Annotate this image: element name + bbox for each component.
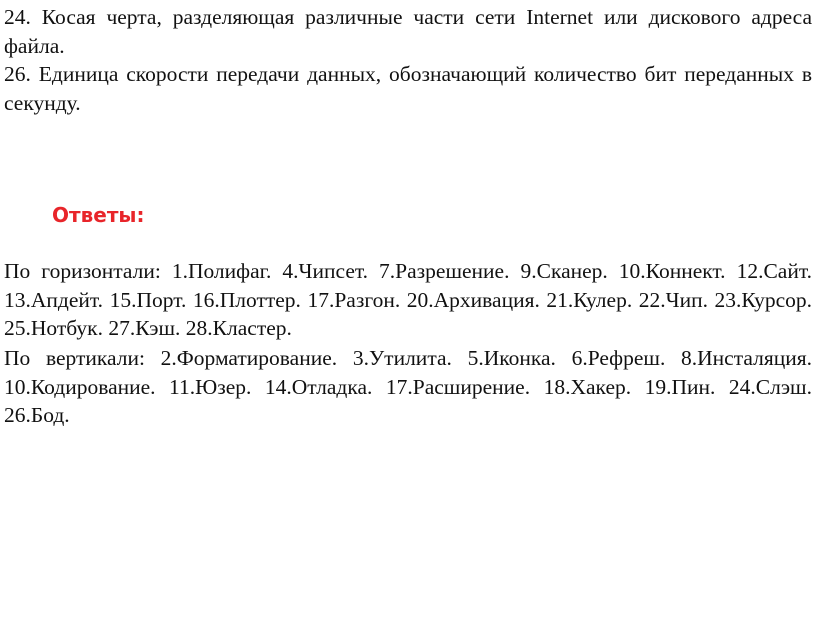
clue-24	[4, 3, 812, 60]
clue-26	[4, 60, 812, 117]
horizontal-answers: 1.Полифаг. 4.Чипсет. 7.Разрешение. 9.Сканер. 10.Коннект. 12.Сайт. 13.Апдейт. 15.Порт. 16.Плоттер. 17.Разгон. 20.Архивация. 21.Кулер. 22.Чип. 23.Курсор. 25.Нотбук. 27.Кэш. 28.Кластер.	[4, 259, 812, 340]
answers-horizontal	[4, 257, 812, 343]
answers-heading: Ответы:	[52, 203, 145, 227]
clue-24-text: Косая черта, разделяющая различные части сети Internet или дискового адреса файла.	[4, 5, 812, 58]
vertical-answers: 2.Форматирование. 3.Утилита. 5.Иконка. 6.Рефреш. 8.Инсталяция. 10.Кодирование. 11.Юзер. 14.Отладка. 17.Расширение. 18.Хакер. 19.Пин. 24.Слэш. 26.Бод.	[4, 346, 813, 427]
horizontal-label: По горизонтали:	[4, 259, 161, 283]
vertical-label: По вертикали:	[4, 346, 145, 370]
clue-26-text: Единица скорости передачи данных, обозначающий количество бит переданных в секунду.	[4, 62, 813, 115]
answers-vertical	[4, 344, 812, 430]
clue-26-number: 26.	[4, 62, 31, 86]
clue-24-number: 24.	[4, 5, 31, 29]
